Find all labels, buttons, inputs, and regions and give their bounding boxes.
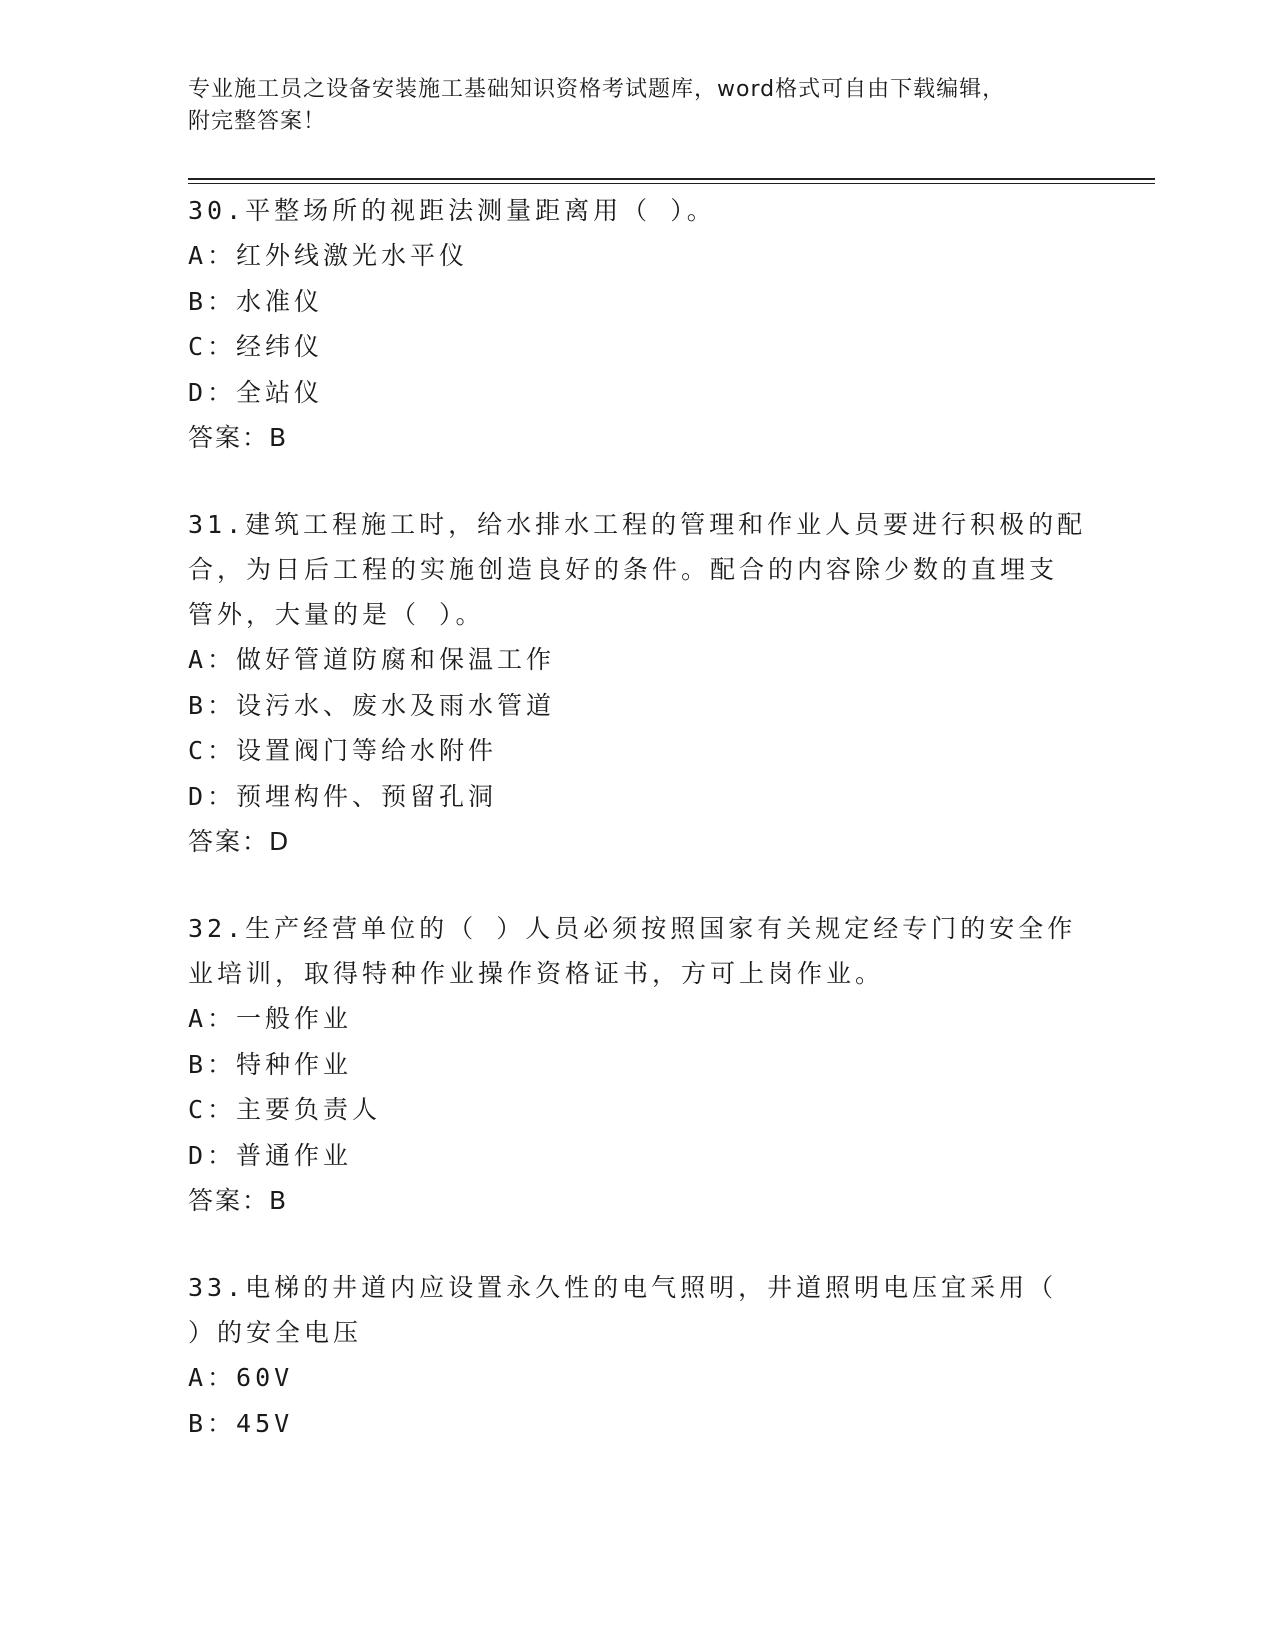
answer-option: D：预埋构件、预留孔洞 <box>188 781 498 811</box>
question-block <box>188 188 1088 460</box>
answer-option: B：设污水、废水及雨水管道 <box>188 690 556 720</box>
question-text: 管外，大量的是（ ）。 <box>188 600 485 629</box>
answer-option: B：45V <box>188 1408 294 1438</box>
answer-option: A：一般作业 <box>188 1004 353 1033</box>
question-text: 业培训，取得特种作业操作资格证书，方可上岗作业。 <box>188 959 885 988</box>
answer-option: A：红外线激光水平仪 <box>188 241 469 270</box>
question-list <box>188 188 1088 1488</box>
question-block <box>188 906 1088 1223</box>
header-divider <box>188 178 1155 180</box>
header-divider-thin <box>188 183 1155 184</box>
answer-option: B：水准仪 <box>188 286 324 316</box>
answer-option: D：普通作业 <box>188 1140 353 1170</box>
question-text: ）的安全电压 <box>188 1318 363 1347</box>
answer-key: 答案：B <box>188 423 289 452</box>
question-text: 30.平整场所的视距法测量距离用（ ）。 <box>188 196 716 225</box>
question-text: 32.生产经营单位的（ ）人员必须按照国家有关规定经专门的安全作 <box>188 914 1077 943</box>
answer-option: A：做好管道防腐和保温工作 <box>188 645 556 674</box>
answer-option: D：全站仪 <box>188 377 324 407</box>
answer-key: 答案：D <box>188 827 291 856</box>
answer-option: B：特种作业 <box>188 1049 353 1079</box>
answer-key: 答案：B <box>188 1186 289 1215</box>
header-line-2: 附完整答案！ <box>188 109 327 134</box>
answer-option: C：设置阀门等给水附件 <box>188 736 498 765</box>
answer-option: C：主要负责人 <box>188 1095 382 1124</box>
question-block <box>188 1265 1088 1446</box>
document-header <box>188 74 1088 138</box>
question-text: 31.建筑工程施工时，给水排水工程的管理和作业人员要进行积极的配 <box>188 510 1087 539</box>
question-text: 合，为日后工程的实施创造良好的条件。配合的内容除少数的直埋支 <box>188 555 1059 584</box>
question-text: 33.电梯的井道内应设置永久性的电气照明，井道照明电压宜采用（ <box>188 1273 1058 1302</box>
question-block <box>188 502 1088 864</box>
header-line-1: 专业施工员之设备安装施工基础知识资格考试题库，word格式可自由下载编辑， <box>188 77 1006 102</box>
answer-option: A：60V <box>188 1363 294 1392</box>
answer-option: C：经纬仪 <box>188 332 324 361</box>
